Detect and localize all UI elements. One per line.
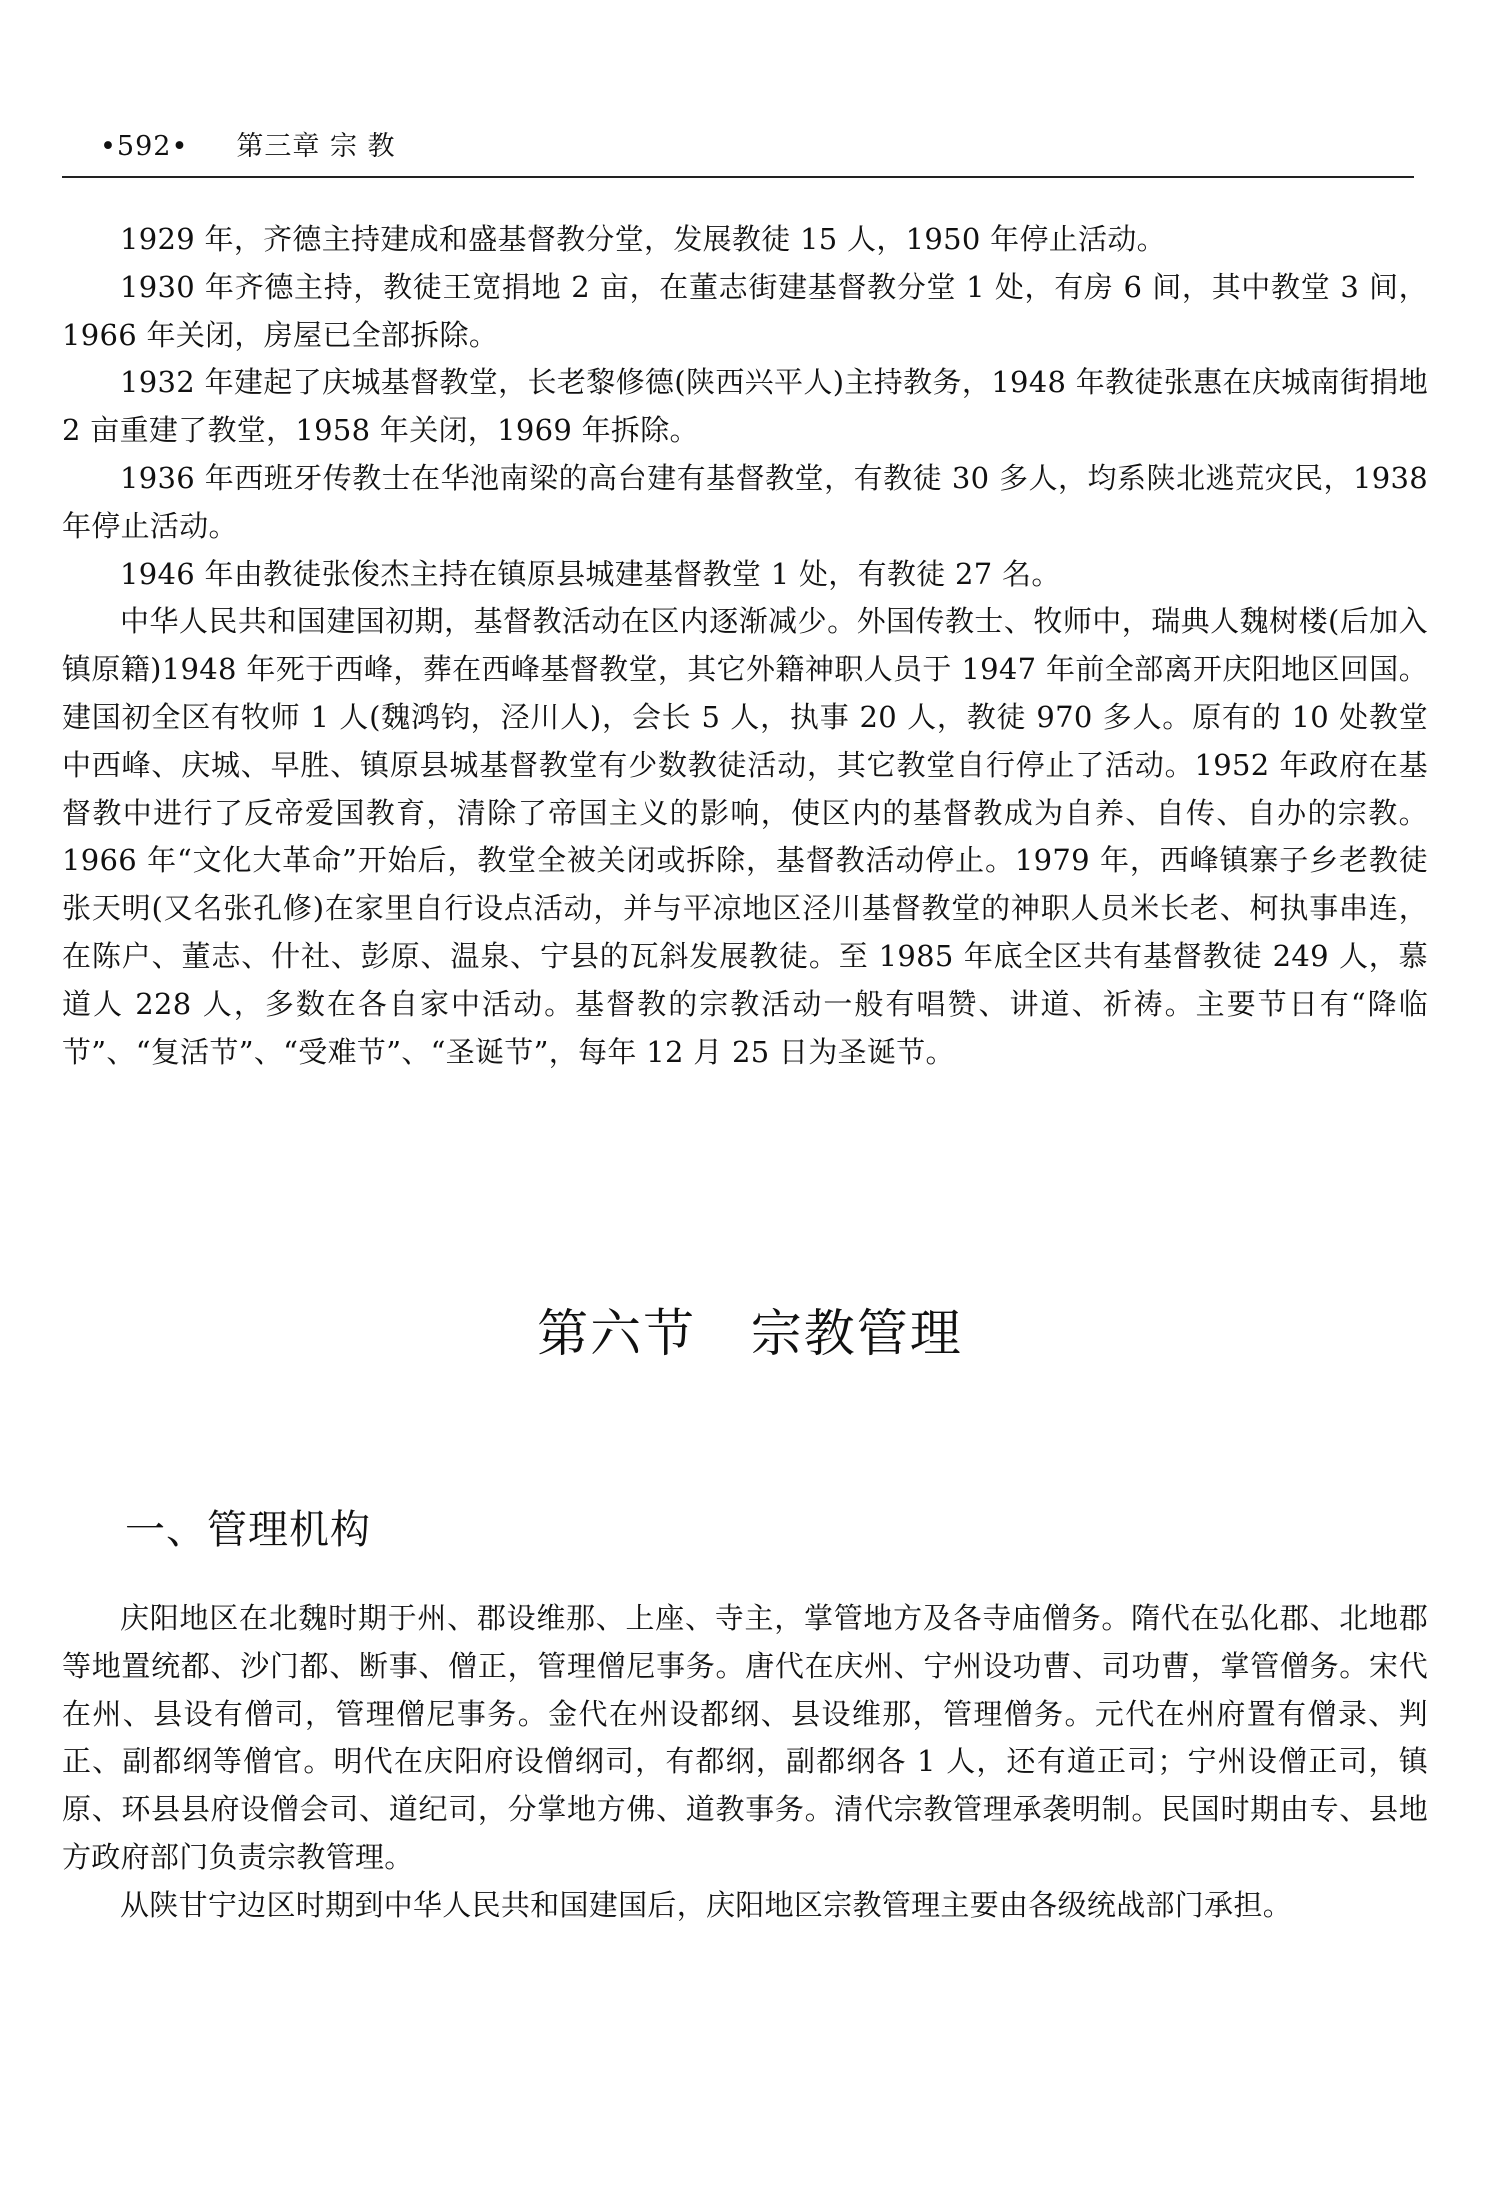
- page-number: •592•: [100, 131, 189, 162]
- christianity-history-text: [62, 216, 1428, 1076]
- management-text: [62, 1595, 1428, 1930]
- chapter-title: 第三章 宗 教: [236, 131, 396, 162]
- paragraph: 1929 年，齐德主持建成和盛基督教分堂，发展教徒 15 人，1950 年停止活动。: [120, 222, 1166, 256]
- paragraph: 中华人民共和国建国初期，基督教活动在区内逐渐减少。外国传教士、牧师中，瑞典人魏树楼(后加入镇原籍)1948 年死于西峰，葬在西峰基督教堂，其它外籍神职人员于 1947 年前全部离开庆阳地区回国。建国初全区有牧师 1 人(魏鸿钧，泾川人)，会长 5 人，执事 20 人，教徒 970 多人。原有的 10 处教堂中西峰、庆城、早胜、镇原县城基督教堂有少数教徒活动，其它教堂自行停止了活动。1952 年政府在基督教中进行了反帝爱国教育，清除了帝国主义的影响，使区内的基督教成为自养、自传、自办的宗教。1966 年“文化大革命”开始后，教堂全被关闭或拆除，基督教活动停止。1979 年，西峰镇寨子乡老教徒张天明(又名张孔修)在家里自行设点活动，并与平凉地区泾川基督教堂的神职人员米长老、柯执事串连，在陈户、董志、什社、彭原、温泉、宁县的瓦斜发展教徒。至 1985 年底全区共有基督教徒 249 人，慕道人 228 人，多数在各自家中活动。基督教的宗教活动一般有唱赞、讲道、祈祷。主要节日有“降临节”、“复活节”、“受难节”、“圣诞节”，每年 12 月 25 日为圣诞节。: [62, 604, 1428, 1069]
- header-rule: [62, 176, 1414, 178]
- paragraph: 1936 年西班牙传教士在华池南梁的高台建有基督教堂，有教徒 30 多人，均系陕北逃荒灾民，1938 年停止活动。: [62, 460, 1428, 543]
- paragraph: 1946 年由教徒张俊杰主持在镇原县城建基督教堂 1 处，有教徒 27 名。: [120, 556, 1061, 591]
- paragraph: 1930 年齐德主持，教徒王宽捐地 2 亩，在董志街建基督教分堂 1 处，有房 6 间，其中教堂 3 间，1966 年关闭，房屋已全部拆除。: [62, 269, 1428, 352]
- subsection-title: 一、管理机构: [125, 1507, 371, 1553]
- paragraph: 从陕甘宁边区时期到中华人民共和国建国后，庆阳地区宗教管理主要由各级统战部门承担。: [120, 1887, 1293, 1922]
- paragraph: 1932 年建起了庆城基督教堂，长老黎修德(陕西兴平人)主持教务，1948 年教徒张惠在庆城南街捐地 2 亩重建了教堂，1958 年关闭，1969 年拆除。: [62, 365, 1428, 448]
- section-title: 第六节 宗教管理: [537, 1305, 963, 1364]
- running-header: [100, 125, 396, 169]
- paragraph: 庆阳地区在北魏时期于州、郡设维那、上座、寺主，掌管地方及各寺庙僧务。隋代在弘化郡、北地郡等地置统都、沙门都、断事、僧正，管理僧尼事务。唐代在庆州、宁州设功曹、司功曹，掌管僧务。宋代在州、县设有僧司，管理僧尼事务。金代在州设都纲、县设维那，管理僧务。元代在州府置有僧录、判正、副都纲等僧官。明代在庆阳府设僧纲司，有都纲，副都纲各 1 人，还有道正司；宁州设僧正司，镇原、环县县府设僧会司、道纪司，分掌地方佛、道教事务。清代宗教管理承袭明制。民国时期由专、县地方政府部门负责宗教管理。: [62, 1601, 1428, 1874]
